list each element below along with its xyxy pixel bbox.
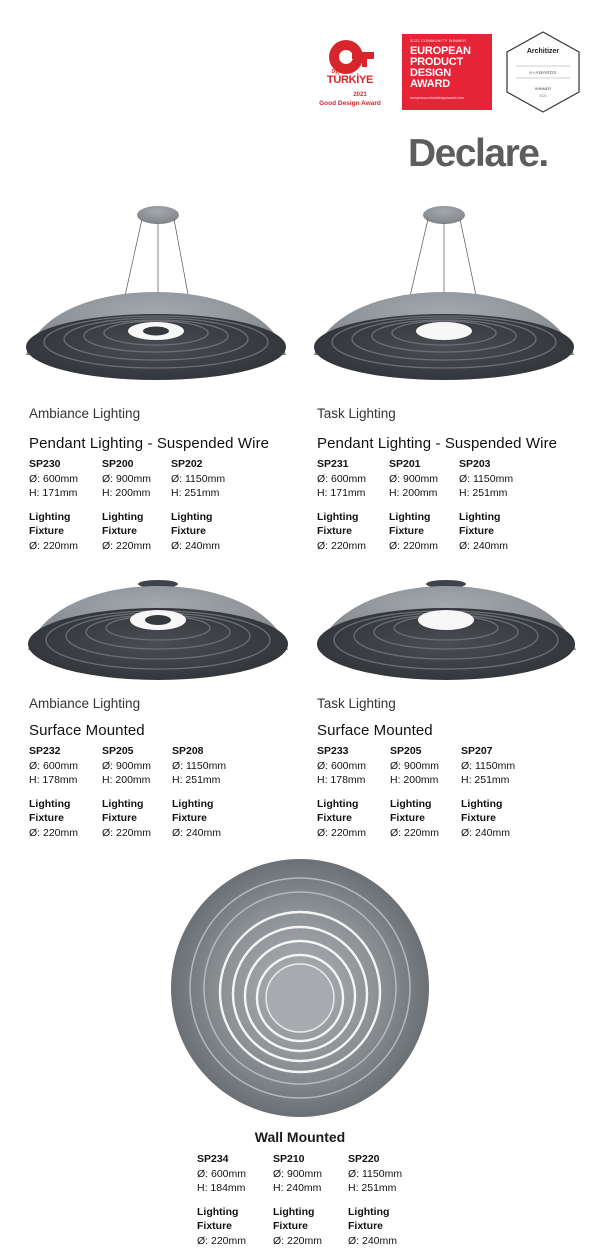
fixture-diameter: Ø: 220mm: [317, 539, 367, 552]
spec-diameter: Ø: 1150mm: [171, 472, 226, 485]
spec-height: H: 251mm: [171, 487, 220, 499]
spec-height: H: 171mm: [29, 487, 78, 499]
award-turkiye-label: TÜRKİYE: [326, 74, 374, 86]
pendant-ambiance-lamp-image: [20, 195, 292, 385]
surface-task-lamp-image: [310, 578, 582, 690]
award-eu-small: 2022 COMMUNITY WINNER: [410, 38, 467, 43]
spec-diameter: Ø: 900mm: [390, 759, 440, 772]
european-product-design-award-logo: [402, 34, 492, 110]
spec-code: SP205: [102, 745, 134, 757]
fixture-label-2: Fixture: [29, 812, 65, 824]
spec-code: SP231: [317, 458, 349, 470]
spec-sp234: [197, 1152, 246, 1248]
spec-diameter: Ø: 900mm: [273, 1167, 323, 1180]
fixture-diameter: Ø: 220mm: [29, 826, 79, 839]
fixture-label-1: Lighting: [317, 510, 359, 523]
award-eu-line-3: DESIGN: [410, 67, 451, 79]
fixture-diameter: Ø: 220mm: [273, 1234, 323, 1247]
design-turkiye-award-logo: [312, 35, 388, 111]
section-3-category: Ambiance Lighting: [29, 696, 141, 711]
fixture-diameter: Ø: 240mm: [172, 826, 222, 839]
fixture-label-1: Lighting: [172, 797, 214, 810]
spec-diameter: Ø: 1150mm: [172, 759, 227, 772]
fixture-label-1: Lighting: [197, 1205, 239, 1218]
spec-code: SP208: [172, 745, 204, 757]
spec-height: H: 178mm: [29, 774, 78, 786]
spec-diameter: Ø: 600mm: [29, 759, 79, 772]
fixture-label-1: Lighting: [102, 797, 144, 810]
spec-sp220: [348, 1152, 402, 1248]
award-year: 2021: [353, 92, 367, 98]
spec-height: H: 184mm: [197, 1182, 246, 1194]
spec-diameter: Ø: 900mm: [102, 472, 152, 485]
spec-code: SP232: [29, 745, 61, 757]
fixture-diameter: Ø: 240mm: [348, 1234, 398, 1247]
fixture-diameter: Ø: 220mm: [102, 539, 152, 552]
section-3-title: Surface Mounted: [29, 722, 145, 739]
fixture-label-1: Lighting: [273, 1205, 315, 1218]
fixture-label-2: Fixture: [29, 525, 65, 537]
section-4-category: Task Lighting: [317, 696, 396, 711]
fixture-diameter: Ø: 240mm: [171, 539, 221, 552]
spec-sp233: [317, 744, 366, 840]
spec-sp230: [29, 457, 78, 553]
section-2-title: Pendant Lighting - Suspended Wire: [317, 435, 558, 452]
fixture-label-2: Fixture: [459, 525, 495, 537]
architizer-award-logo: [504, 30, 582, 114]
fixture-label-2: Fixture: [389, 525, 425, 537]
fixture-label-1: Lighting: [461, 797, 503, 810]
spec-sp231: [317, 457, 366, 553]
spec-height: H: 178mm: [317, 774, 366, 786]
award-eu-line-2: PRODUCT: [410, 56, 463, 68]
declare-logo: Declare.: [408, 132, 548, 175]
spec-diameter: Ø: 1150mm: [348, 1167, 403, 1180]
spec-height: H: 200mm: [390, 774, 439, 786]
architizer-line-3: 2021: [539, 94, 547, 98]
fixture-label-1: Lighting: [171, 510, 213, 523]
fixture-label-2: Fixture: [171, 525, 207, 537]
fixture-label-2: Fixture: [317, 525, 353, 537]
section-2-category: Task Lighting: [317, 406, 396, 421]
fixture-diameter: Ø: 220mm: [197, 1234, 247, 1247]
spec-sp207: [461, 744, 515, 840]
spec-sp201: [389, 457, 438, 553]
spec-height: H: 200mm: [389, 487, 438, 499]
fixture-label-2: Fixture: [317, 812, 353, 824]
fixture-label-2: Fixture: [273, 1220, 309, 1232]
spec-height: H: 251mm: [348, 1182, 397, 1194]
section-1-category: Ambiance Lighting: [29, 406, 141, 421]
fixture-diameter: Ø: 240mm: [459, 539, 509, 552]
award-eu-foot: europeanproductdesignaward.com: [410, 96, 464, 100]
architizer-line-1: A+AWARDS: [529, 70, 557, 75]
spec-code: SP202: [171, 458, 203, 470]
surface-ambiance-lamp-image: [20, 578, 292, 690]
spec-height: H: 251mm: [459, 487, 508, 499]
spec-diameter: Ø: 900mm: [389, 472, 439, 485]
spec-sp232: [29, 744, 78, 840]
spec-sp208: [172, 744, 226, 840]
fixture-diameter: Ø: 220mm: [29, 539, 79, 552]
award-eu-line-4: AWARD: [410, 78, 450, 90]
fixture-label-1: Lighting: [348, 1205, 390, 1218]
award-design-label: DESIGN: [331, 69, 353, 75]
spec-height: H: 240mm: [273, 1182, 322, 1194]
award-caption: Good Design Award: [319, 100, 381, 107]
pendant-task-lamp-image: [308, 195, 580, 385]
fixture-label-1: Lighting: [317, 797, 359, 810]
spec-height: H: 251mm: [461, 774, 510, 786]
architizer-line-2: WINNER: [534, 86, 552, 91]
spec-diameter: Ø: 600mm: [197, 1167, 247, 1180]
section-4-title: Surface Mounted: [317, 722, 433, 739]
fixture-diameter: Ø: 220mm: [317, 826, 367, 839]
spec-code: SP230: [29, 458, 61, 470]
spec-code: SP203: [459, 458, 491, 470]
fixture-label-1: Lighting: [29, 510, 71, 523]
spec-diameter: Ø: 1150mm: [459, 472, 514, 485]
fixture-diameter: Ø: 220mm: [390, 826, 440, 839]
fixture-label-2: Fixture: [197, 1220, 233, 1232]
section-5-title: Wall Mounted: [254, 1129, 346, 1145]
spec-diameter: Ø: 600mm: [317, 472, 367, 485]
spec-height: H: 200mm: [102, 774, 151, 786]
fixture-label-1: Lighting: [389, 510, 431, 523]
fixture-label-2: Fixture: [390, 812, 426, 824]
fixture-label-1: Lighting: [459, 510, 501, 523]
fixture-label-2: Fixture: [172, 812, 208, 824]
spec-code: SP234: [197, 1153, 229, 1165]
fixture-label-1: Lighting: [390, 797, 432, 810]
fixture-label-2: Fixture: [102, 525, 138, 537]
spec-diameter: Ø: 600mm: [29, 472, 79, 485]
spec-diameter: Ø: 900mm: [102, 759, 152, 772]
fixture-diameter: Ø: 220mm: [389, 539, 439, 552]
section-1-title: Pendant Lighting - Suspended Wire: [29, 435, 270, 452]
fixture-label-1: Lighting: [102, 510, 144, 523]
fixture-label-2: Fixture: [102, 812, 138, 824]
fixture-label-2: Fixture: [461, 812, 497, 824]
spec-sp203: [459, 457, 513, 553]
spec-code: SP210: [273, 1153, 305, 1165]
spec-code: SP205: [390, 745, 422, 757]
fixture-label-2: Fixture: [348, 1220, 384, 1232]
spec-sp210: [273, 1152, 322, 1248]
award-eu-line-1: EUROPEAN: [410, 45, 471, 57]
spec-code: SP207: [461, 745, 493, 757]
spec-code: SP220: [348, 1153, 380, 1165]
spec-sp200: [102, 457, 151, 553]
spec-sp205: [102, 744, 151, 840]
spec-height: H: 251mm: [172, 774, 221, 786]
fixture-diameter: Ø: 240mm: [461, 826, 511, 839]
spec-code: SP200: [102, 458, 134, 470]
spec-diameter: Ø: 600mm: [317, 759, 367, 772]
spec-diameter: Ø: 1150mm: [461, 759, 516, 772]
architizer-brand: Architizer: [526, 48, 560, 55]
spec-height: H: 171mm: [317, 487, 366, 499]
spec-height: H: 200mm: [102, 487, 151, 499]
fixture-label-1: Lighting: [29, 797, 71, 810]
spec-sp202: [171, 457, 225, 553]
fixture-diameter: Ø: 220mm: [102, 826, 152, 839]
wall-mounted-lamp-image: [168, 856, 432, 1120]
spec-code: SP233: [317, 745, 349, 757]
spec-sp205-task: [390, 744, 439, 840]
spec-code: SP201: [389, 458, 421, 470]
